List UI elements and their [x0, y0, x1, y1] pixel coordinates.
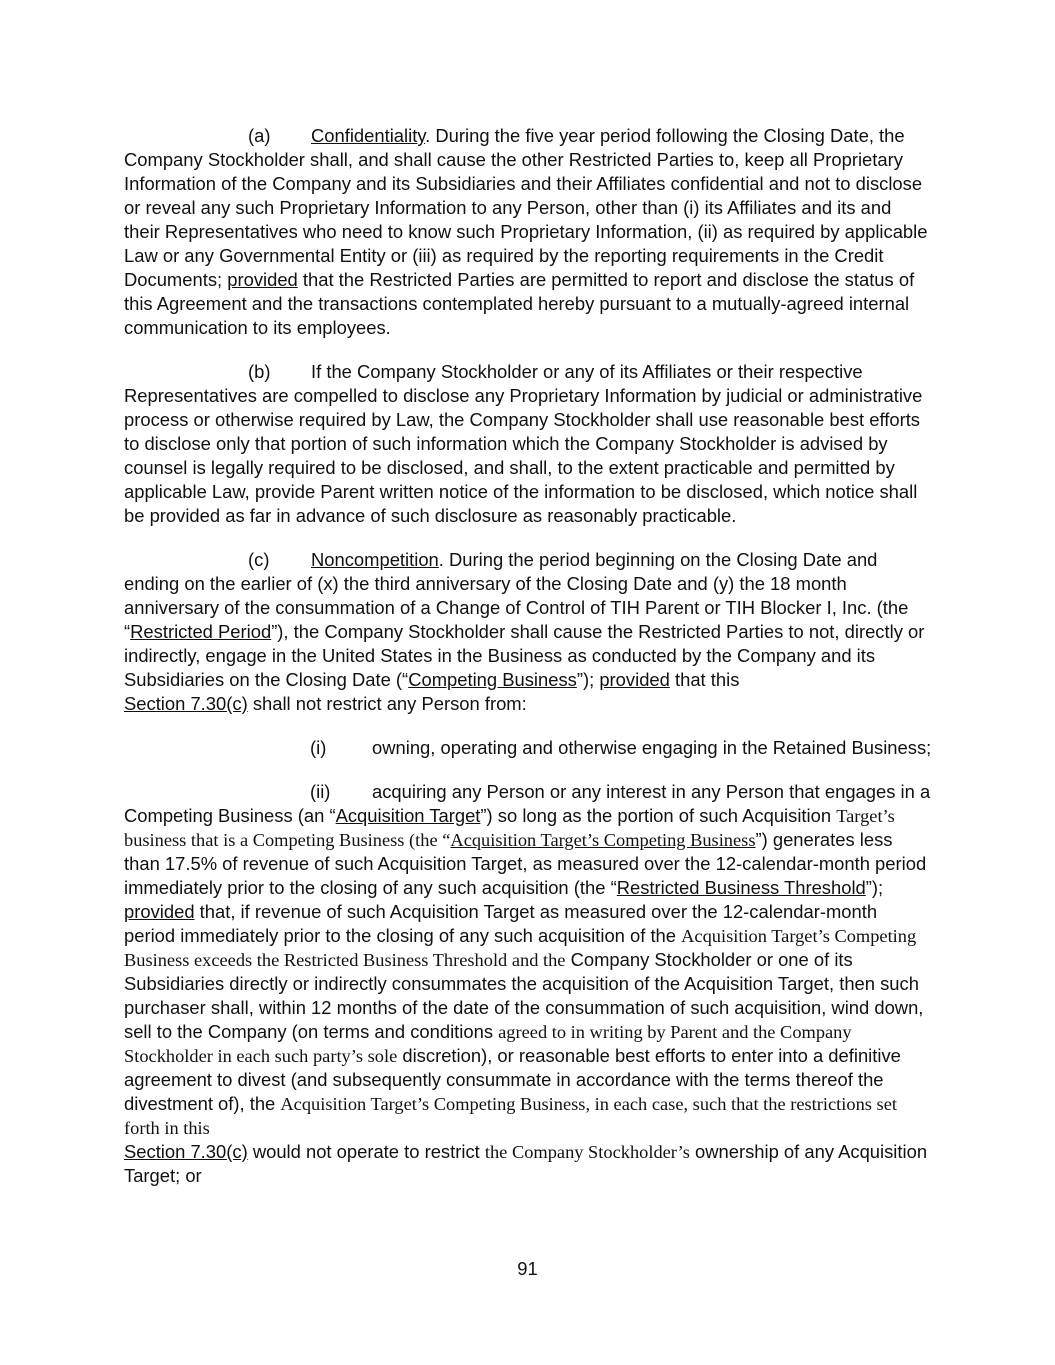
- paragraph-i-text: owning, operating and otherwise engaging in the Retained Business;: [372, 737, 932, 758]
- paragraph-a-confidentiality: [124, 124, 932, 340]
- paragraph-c-ii: [124, 780, 932, 1188]
- paragraph-a-label: (a): [248, 125, 271, 146]
- paragraph-c-text-5: shall not restrict any Person from:: [247, 693, 527, 714]
- paragraph-ii-text-5: that, if revenue of such Acquisition Target as measured over the 12-calendar-month period immediately prior to the closing of any such acquisition of the: [124, 901, 878, 946]
- paragraph-c-label: (c): [248, 549, 270, 570]
- paragraph-ii-text-1: acquiring any Person or any interest in any Person that engages in a Competing Business (an “: [124, 781, 931, 826]
- paragraph-ii-text-3: ”) generates less than 17.5% of revenue of such Acquisition Target, as measured over the 12-calendar-month period immediately prior to the closing of any such acquisition (the “: [124, 829, 927, 898]
- paragraph-c-noncompetition: [124, 548, 932, 716]
- acquisition-target-term: Acquisition Target: [335, 805, 481, 826]
- paragraph-c-text-4: that this: [669, 669, 740, 690]
- paragraph-c-provided: provided: [599, 669, 670, 690]
- paragraph-i-label: (i): [310, 737, 327, 758]
- paragraph-ii-serif-3: agreed to in writing by Parent and the Company Stockholder in each such party’s sole: [124, 1022, 852, 1066]
- paragraph-c-text-1: . During the period beginning on the Closing Date and ending on the earlier of (x) the third anniversary of the Closing Date and (y) the 18 month anniversary of the consummation of a Change of Control of TIH Parent or TIH Blocker I, Inc. (the “: [124, 549, 909, 642]
- confidentiality-heading: Confidentiality: [311, 125, 426, 146]
- paragraph-ii-label: (ii): [310, 781, 331, 802]
- paragraph-ii-provided: provided: [124, 901, 195, 922]
- paragraph-a-provided: provided: [227, 269, 298, 290]
- page-number: 91: [517, 1258, 538, 1279]
- noncompetition-heading: Noncompetition: [311, 549, 439, 570]
- paragraph-c-i: [124, 736, 932, 760]
- paragraph-ii-text-2: ”) so long as the portion of such Acquisition: [480, 805, 837, 826]
- section-reference: Section 7.30(c): [124, 693, 248, 714]
- paragraph-a-text: . During the five year period following the Closing Date, the Company Stockholder shall, and shall cause the other Restricted Parties to, keep all Proprietary Information of the Company and its Subsidiaries and their Affiliates confidential and not to disclose or reveal any such Proprietary Information to any Person, other than (i) its Affiliates and its and their Representatives who need to know such Proprietary Information, (ii) as required by applicable Law or any Governmental Entity or (iii) as required by the reporting requirements in the Credit Documents;: [124, 125, 928, 290]
- paragraph-b-label: (b): [248, 361, 271, 382]
- paragraph-ii-serif-4: Acquisition Target’s Competing Business, in each case, such that the restrictions set forth in this: [124, 1094, 897, 1138]
- paragraph-ii-serif-1: Target’s business that is a Competing Business (the “: [124, 806, 895, 850]
- paragraph-ii-text-6: Company Stockholder or one of its Subsidiaries directly or indirectly consummates the acquisition of the Acquisition Target, then such purchaser shall, within 12 months of the date of the consummation of such acquisition, wind down, sell to the Company (on terms and conditions: [124, 949, 924, 1042]
- paragraph-ii-serif-2: Acquisition Target’s Competing Business exceeds the Restricted Business Threshold and the: [124, 926, 917, 970]
- restricted-business-threshold-term: Restricted Business Threshold: [616, 877, 866, 898]
- paragraph-ii-text-9: ownership of any Acquisition Target; or: [124, 1141, 928, 1186]
- acquisition-target-competing-business-term: Acquisition Target’s Competing Business: [450, 830, 756, 850]
- paragraph-c-text-3: ”);: [576, 669, 600, 690]
- competing-business-term: Competing Business: [408, 669, 577, 690]
- paragraph-b: [124, 360, 932, 528]
- paragraph-ii-text-7: discretion), or reasonable best efforts to enter into a definitive agreement to divest (and subsequently consummate in accordance with the terms thereof the divestment of), the: [124, 1045, 901, 1114]
- paragraph-b-text: If the Company Stockholder or any of its Affiliates or their respective Representatives are compelled to disclose any Proprietary Information by judicial or administrative process or otherwise required by Law, the Company Stockholder shall use reasonable best efforts to disclose only that portion of such information which the Company Stockholder is advised by counsel is legally required to be disclosed, and shall, to the extent practicable and permitted by applicable Law, provide Parent written notice of the information to be disclosed, which notice shall be provided as far in advance of such disclosure as reasonably practicable.: [124, 361, 923, 526]
- paragraph-a-text-continued: that the Restricted Parties are permitted to report and disclose the status of this Agreement and the transactions contemplated hereby pursuant to a mutually-agreed internal communication to its employees.: [124, 269, 915, 338]
- document-page: [124, 124, 932, 1208]
- section-reference-2: Section 7.30(c): [124, 1141, 248, 1162]
- paragraph-ii-serif-5: the Company Stockholder’s: [484, 1142, 690, 1162]
- paragraph-ii-text-4: ”);: [865, 877, 884, 898]
- paragraph-c-text-2: ”), the Company Stockholder shall cause the Restricted Parties to not, directly or indirectly, engage in the United States in the Business as conducted by the Company and its Subsidiaries on the Closing Date (“: [124, 621, 925, 690]
- restricted-period-term: Restricted Period: [130, 621, 272, 642]
- paragraph-ii-text-8: would not operate to restrict: [247, 1141, 485, 1162]
